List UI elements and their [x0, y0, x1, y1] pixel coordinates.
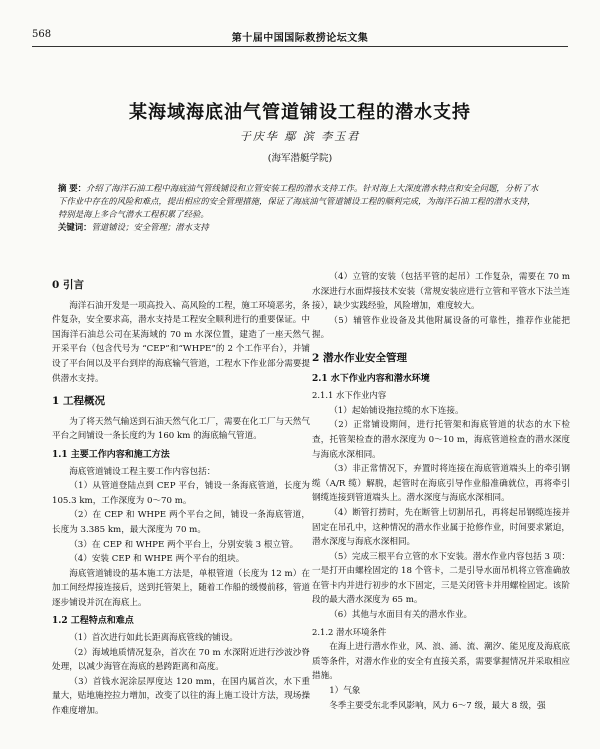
page-header: [32, 26, 568, 47]
paragraph: 海底管道铺设工程主要工作内容包括：: [69, 466, 216, 477]
keywords-body: 管道铺设；安全管理；潜水支持: [91, 222, 209, 232]
left-column: [52, 270, 310, 719]
paragraph: 为了将天然气输送到石油天然气化工厂，需要在化工厂与天然气平台之间铺设一条长度约为 160 km 的海底输气管道。: [52, 416, 310, 442]
paragraph: （2）在 CEP 和 WHPE 两个平台之间，铺设一条海底管道，长度为 3.385 km，最大深度为 70 m。: [52, 510, 310, 535]
subsection-heading: 1.1 主要工作内容和施工方法: [52, 449, 170, 460]
paragraph: （4）断管打捞时，先在断管上切割吊孔，再将起吊钢缆连接并固定在吊孔中，这种情况的潜水作业属于抢修作业，时间要求紧迫，潜水深度与海底水深相同。: [312, 507, 570, 548]
subsubsection-heading: 2.1.2 潜水环境条件: [312, 626, 387, 637]
right-column: [312, 270, 570, 713]
abstract-body: 介绍了海洋石油工程中海底油气管线铺设和立管安装工程的潜水支持工作。针对海上大深度潜水特点和安全问题，分析了水下作业中存在的风险和难点，提出相应的安全管理措施，保证了海底油气管道铺设工程的顺利完成，为海洋石油工程的潜水支持，特别是海上多合气潜水工程积累了经验。: [58, 183, 539, 219]
paragraph: （5）完成三根平台立管的水下安装。潜水作业内容包括 3 项：一是打开由螺栓固定的 18 个管卡，二是引导水面吊机将立管准确放在管卡内并进行初步的水下固定，三是关闭管卡并用螺栓固定。该阶段的最大潜水深度为 65 m。: [312, 551, 570, 606]
keywords: [58, 221, 540, 234]
paragraph: （3）首钱水泥涂层厚度达 120 mm，在国内属首次，水下重量大，贴地施控拉力增加，改变了以往的海上施工设计方法，现场操作难度增加。: [52, 676, 310, 717]
paper-title: 某海域海底油气管道铺设工程的潜水支持: [129, 102, 471, 123]
paragraph: （2）正常铺设期间，进行托管架和海底管道的状态的水下检查，托管架检查的潜水深度为 0～10 m，海底管道检查的潜水深度与海底水深相同。: [312, 420, 570, 460]
paragraph: （4）安装 CEP 和 WHPE 两个平台的组块。: [69, 554, 245, 565]
paragraph: 1）气象: [329, 686, 361, 697]
paragraph: （1）首次进行如此长距离海底管线的铺设。: [69, 633, 238, 644]
paragraph: （1）起始铺设拖拉缆的水下连接。: [329, 405, 464, 416]
abstract-block: [58, 182, 540, 234]
abstract-label: 摘 要：: [58, 183, 87, 193]
paper-authors: 于庆华 鄢 滨 李玉君: [239, 130, 361, 143]
subsection-heading: 2.1 水下作业内容和潜水环境: [312, 373, 430, 384]
abstract-text: [58, 182, 540, 221]
subsection-heading: 1.2 工程特点和难点: [52, 616, 134, 627]
paragraph: 冬季主要受东北季风影响，风力 6～7 级，最大 8 级，强: [329, 700, 546, 711]
running-title: 第十届中国国际救捞论坛文集: [231, 33, 369, 44]
section-heading: 0 引言: [52, 279, 84, 291]
paragraph: （3）在 CEP 和 WHPE 两个平台上，分别安装 3 根立管。: [69, 539, 299, 550]
paragraph: 海底管道铺设的基本施工方法是，单根管道（长度为 12 m）在加工间经焊接连接后，送到托管架上，随着工作船的缓慢前移，管道逐步铺设并沉在海底上。: [52, 568, 310, 608]
paragraph: （5）辅管作业设备及其他附属设备的可靠性，推荐作业能把握。: [312, 315, 570, 341]
keywords-label: 关键词：: [58, 222, 92, 232]
section-heading: 2 潜水作业安全管理: [312, 351, 407, 364]
paragraph: 在海上进行潜水作业，风、浪、涌、流、潮汐、能见度及海底底质等条件，对潜水作业的安全有直接关系，需要掌握情况并采取相应措施。: [312, 642, 570, 682]
paragraph: （3）非正常情况下，弃置时将连接在海底管道端头上的牵引钢缆（A/R 缆）解脱，起管时在海底引导作业船准确就位，再将牵引钢缆连接到管道端头上。潜水深度与海底水深相同。: [312, 464, 570, 504]
paragraph: 海洋石油开发是一项高投入、高风险的工程，施工环境恶劣，条件复杂，安全要求高，潜水支持是工程安全顺利进行的重要保证。中国海洋石油总公司在某海域的 70 m 水深位置，建造了一座天然气开采平台（包含代号为 “CEP”和“WHPE”的 2 个工作平台），并铺设了平台间以及平台到岸的海底输气管道，工程水下作业部分需要提供潜水支持。: [52, 300, 310, 384]
paragraph: （4）立管的安装（包括平管的起吊）工作复杂，需要在 70 m 水深进行水面焊接技术安装（常规安装应进行立管和平管水下法兰连接），缺少实践经验，风险增加，难度较大。: [312, 272, 570, 312]
section-heading: 1 工程概况: [52, 395, 105, 408]
page-number: 568: [32, 29, 52, 40]
paragraph: （2）海域地质情况复杂，首次在 70 m 水深附近进行沙波沙脊处理，以减少海管在海底的悬跨距离和高度。: [52, 647, 310, 673]
paragraph: （6）其他与水面目有关的潜水作业。: [329, 610, 473, 621]
paper-affiliation: (海军潜艇学院): [267, 153, 333, 164]
subsubsection-heading: 2.1.1 水下作业内容: [312, 390, 387, 401]
paragraph: （1）从管道登陆点到 CEP 平台，铺设一条海底管道，长度为 105.3 km，工作深度为 0～70 m。: [52, 481, 310, 506]
